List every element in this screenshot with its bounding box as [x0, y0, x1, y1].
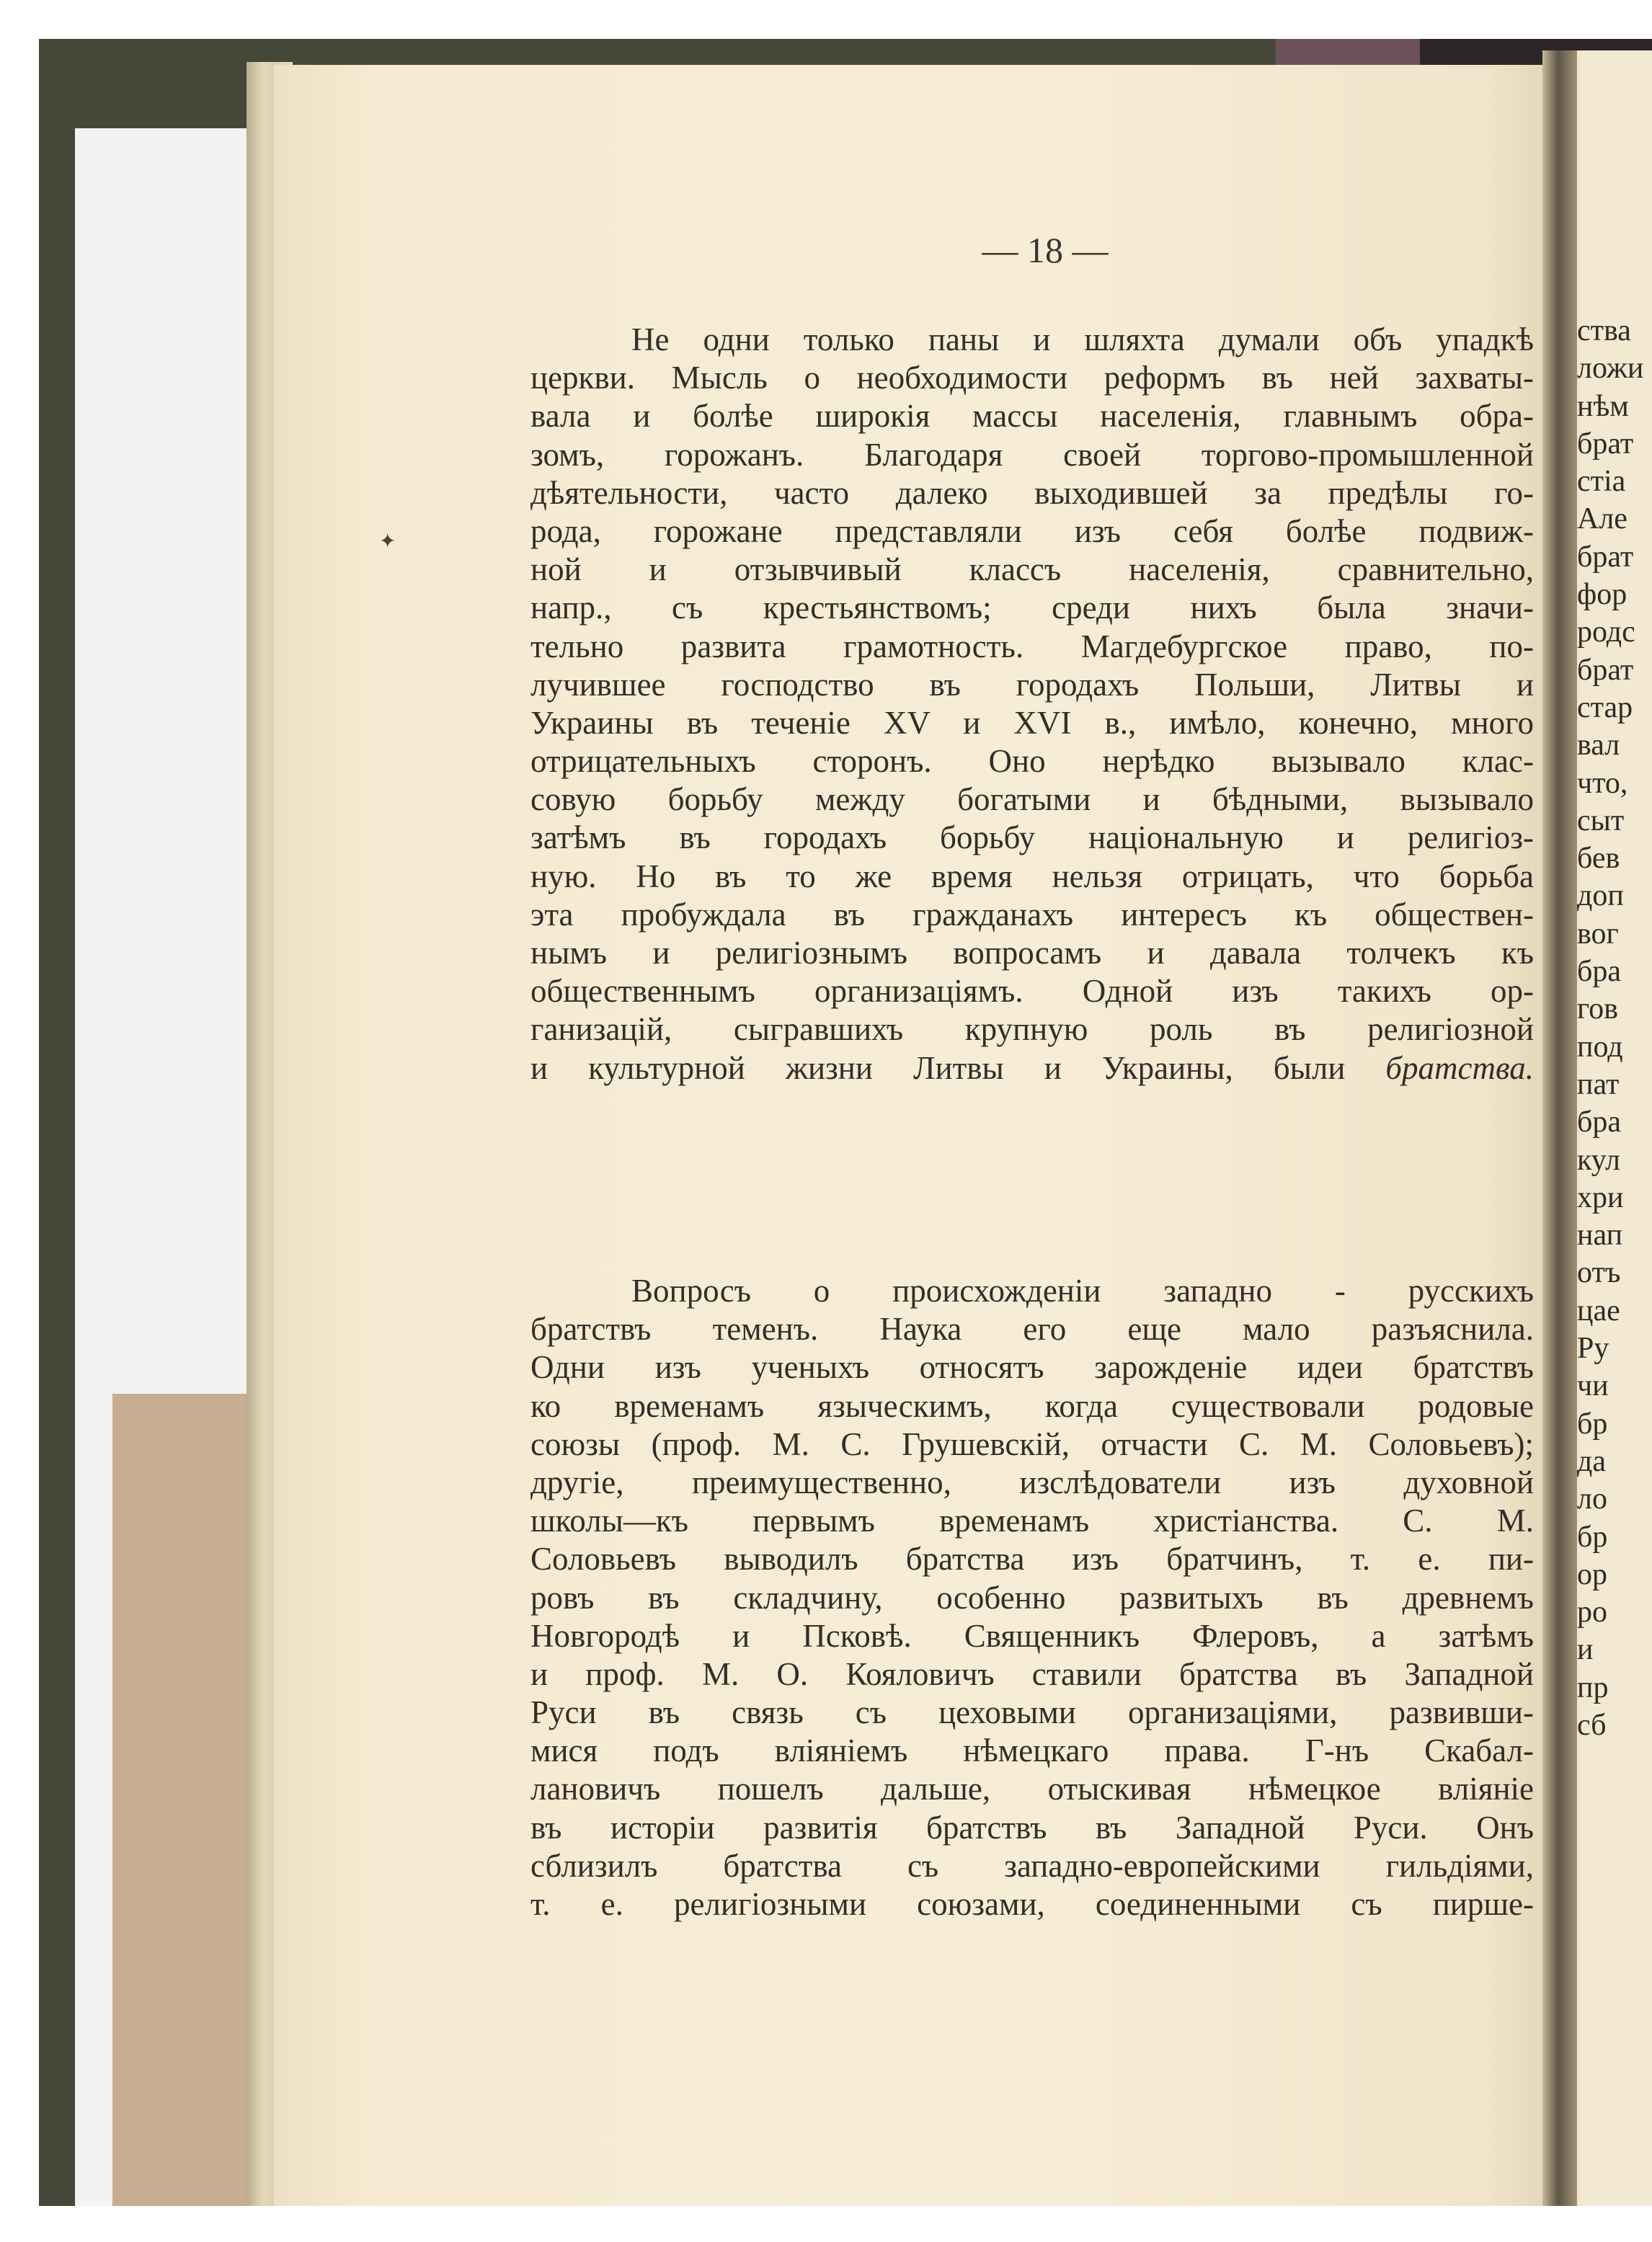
next-page-fragment: Але: [1577, 502, 1627, 536]
next-page-fragment: бр: [1577, 1407, 1608, 1441]
book-gutter: [1542, 50, 1577, 2206]
text-line: отрицательныхъ сторонъ. Оно нерѣдко вызывало клас-: [530, 743, 1534, 780]
paragraph-2: [530, 1272, 1534, 1923]
next-page-fragment: бр: [1577, 1520, 1608, 1554]
text-line: дѣятельности, часто далеко выходившей за предѣлы го-: [530, 474, 1534, 511]
text-line: лановичъ пошелъ дальше, отыскивая нѣмецкое вліяніе: [530, 1771, 1534, 1807]
next-page-fragment: стар: [1577, 690, 1633, 724]
text-line: школы—къ первымъ временамъ христіанства. С. М.: [530, 1503, 1534, 1539]
next-page-fragment: гов: [1577, 992, 1619, 1026]
text-line: рода, горожане представляли изъ себя болѣе подвиж-: [530, 512, 1534, 549]
next-page-fragment: кул: [1577, 1143, 1620, 1177]
next-page-fragment: пр: [1577, 1671, 1609, 1704]
text-line: вала и болѣе широкія массы населенія, главнымъ обра-: [530, 398, 1534, 435]
next-page-fragment: сыт: [1577, 804, 1625, 837]
next-page-fragment: что,: [1577, 766, 1628, 800]
next-page-fragment: ства: [1577, 314, 1631, 347]
text-line: другіе, преимущественно, изслѣдователи изъ духовной: [530, 1464, 1534, 1500]
text-line: Соловьевъ выводилъ братства изъ братчинъ, т. е. пи-: [530, 1541, 1534, 1578]
text-line: Одни изъ ученыхъ относятъ зарожденіе идеи братствъ: [530, 1349, 1534, 1386]
next-page-fragment: Ру: [1577, 1332, 1609, 1366]
next-page-fragment: фор: [1577, 578, 1627, 612]
next-page-fragment: пат: [1577, 1067, 1620, 1101]
next-page-fragment: брат: [1577, 540, 1634, 574]
next-page-fragment: вал: [1577, 729, 1620, 762]
next-page-fragment: под: [1577, 1030, 1623, 1064]
next-page-fragment: бра: [1577, 1106, 1622, 1139]
next-page-fragment: ложи: [1577, 352, 1644, 386]
text-line: совую борьбу между богатыми и бѣдными, вызывало: [530, 781, 1534, 818]
next-page-fragment: доп: [1577, 879, 1624, 913]
text-line: сблизилъ братства съ западно-европейскими гильдіями,: [530, 1847, 1534, 1884]
next-page-fragment: ло: [1577, 1482, 1607, 1516]
next-page-fragment: брат: [1577, 653, 1634, 687]
text-line: т. е. религіозными союзами, соединенными съ пирше-: [530, 1886, 1534, 1922]
text-line: въ исторіи развитія братствъ въ Западной Руси. Онъ: [530, 1809, 1534, 1846]
text-line: и проф. М. О. Кояловичъ ставили братства въ Западной: [530, 1655, 1534, 1692]
text-line: общественнымъ организаціямъ. Одной изъ такихъ ор-: [530, 973, 1534, 1010]
next-page-fragment: родс: [1577, 615, 1635, 649]
text-line: Украины въ теченіе XV и XVI в., имѣло, конечно, много: [530, 704, 1534, 741]
next-page-fragment: бев: [1577, 842, 1620, 876]
text-line: Новгородѣ и Псковѣ. Священникъ Флеровъ, а затѣмъ: [530, 1617, 1534, 1654]
text-line: тельно развита грамотность. Магдебургское право, по-: [530, 628, 1534, 664]
text-line: ровъ въ складчину, особенно развитыхъ въ древнемъ: [530, 1579, 1534, 1616]
next-page-fragment: стіа: [1577, 465, 1626, 499]
text-line: ной и отзывчивый классъ населенія, сравнительно,: [530, 551, 1534, 588]
text-line: зомъ, горожанъ. Благодаря своей торгово-промышленной: [530, 436, 1534, 473]
text-line: и культурной жизни Литвы и Украины, были братства.: [530, 1049, 1534, 1086]
text-line: Руси въ связь съ цеховыми организаціями, развивши-: [530, 1694, 1534, 1731]
text-line: Вопросъ о происхожденіи западно - русскихъ: [631, 1273, 1534, 1309]
text-line: лучившее господство въ городахъ Польши, Литвы и: [530, 666, 1534, 703]
next-page-fragment: отъ: [1577, 1256, 1621, 1290]
italic-word: братства.: [1345, 1049, 1534, 1086]
text-line: союзы (проф. М. С. Грушевскій, отчасти С. М. Соловьевъ);: [530, 1425, 1534, 1462]
text-line: ганизацій, сыгравшихъ крупную роль въ религіозной: [530, 1011, 1534, 1048]
text-line: братствъ теменъ. Наука его еще мало разъяснила.: [530, 1311, 1534, 1348]
text-line: ко временамъ языческимъ, когда существовали родовые: [530, 1387, 1534, 1424]
next-page-fragment: вог: [1577, 917, 1619, 951]
next-page-fragment: брат: [1577, 427, 1634, 461]
next-page-fragment: бра: [1577, 955, 1622, 989]
text-line: ную. Но въ то же время нельзя отрицать, что борьба: [530, 858, 1534, 894]
next-page-fragment: да: [1577, 1444, 1607, 1478]
text-line: мися подъ вліяніемъ нѣмецкаго права. Г-нъ Скабал-: [530, 1732, 1534, 1769]
text-line: нымъ и религіознымъ вопросамъ и давала толчекъ къ: [530, 935, 1534, 971]
next-page-fragments: [1577, 313, 1652, 1745]
text-line: эта пробуждала въ гражданахъ интересъ къ обществен-: [530, 896, 1534, 933]
next-page-fragment: цае: [1577, 1294, 1620, 1327]
next-page-fragment: сб: [1577, 1708, 1607, 1742]
next-page-fragment: нап: [1577, 1219, 1623, 1253]
paragraph-1: [530, 321, 1534, 1087]
next-page-fragment: чи: [1577, 1369, 1609, 1403]
next-page-fragment: ро: [1577, 1596, 1607, 1629]
text-line: церкви. Мысль о необходимости реформъ въ ней захваты-: [530, 360, 1534, 396]
next-page-fragment: и: [1577, 1633, 1594, 1667]
text-line: затѣмъ въ городахъ борьбу національную и религіоз-: [530, 819, 1534, 856]
next-page-fragment: хри: [1577, 1180, 1624, 1214]
text-line: Не одни только паны и шляхта думали объ упадкѣ: [631, 321, 1534, 357]
margin-mark: ✦: [379, 530, 396, 553]
next-page-fragment: нѣм: [1577, 389, 1629, 423]
text-line: напр., съ крестьянствомъ; среди нихъ была значи-: [530, 590, 1534, 626]
next-page-fragment: ор: [1577, 1557, 1607, 1591]
page-number: — 18 —: [982, 230, 1109, 270]
